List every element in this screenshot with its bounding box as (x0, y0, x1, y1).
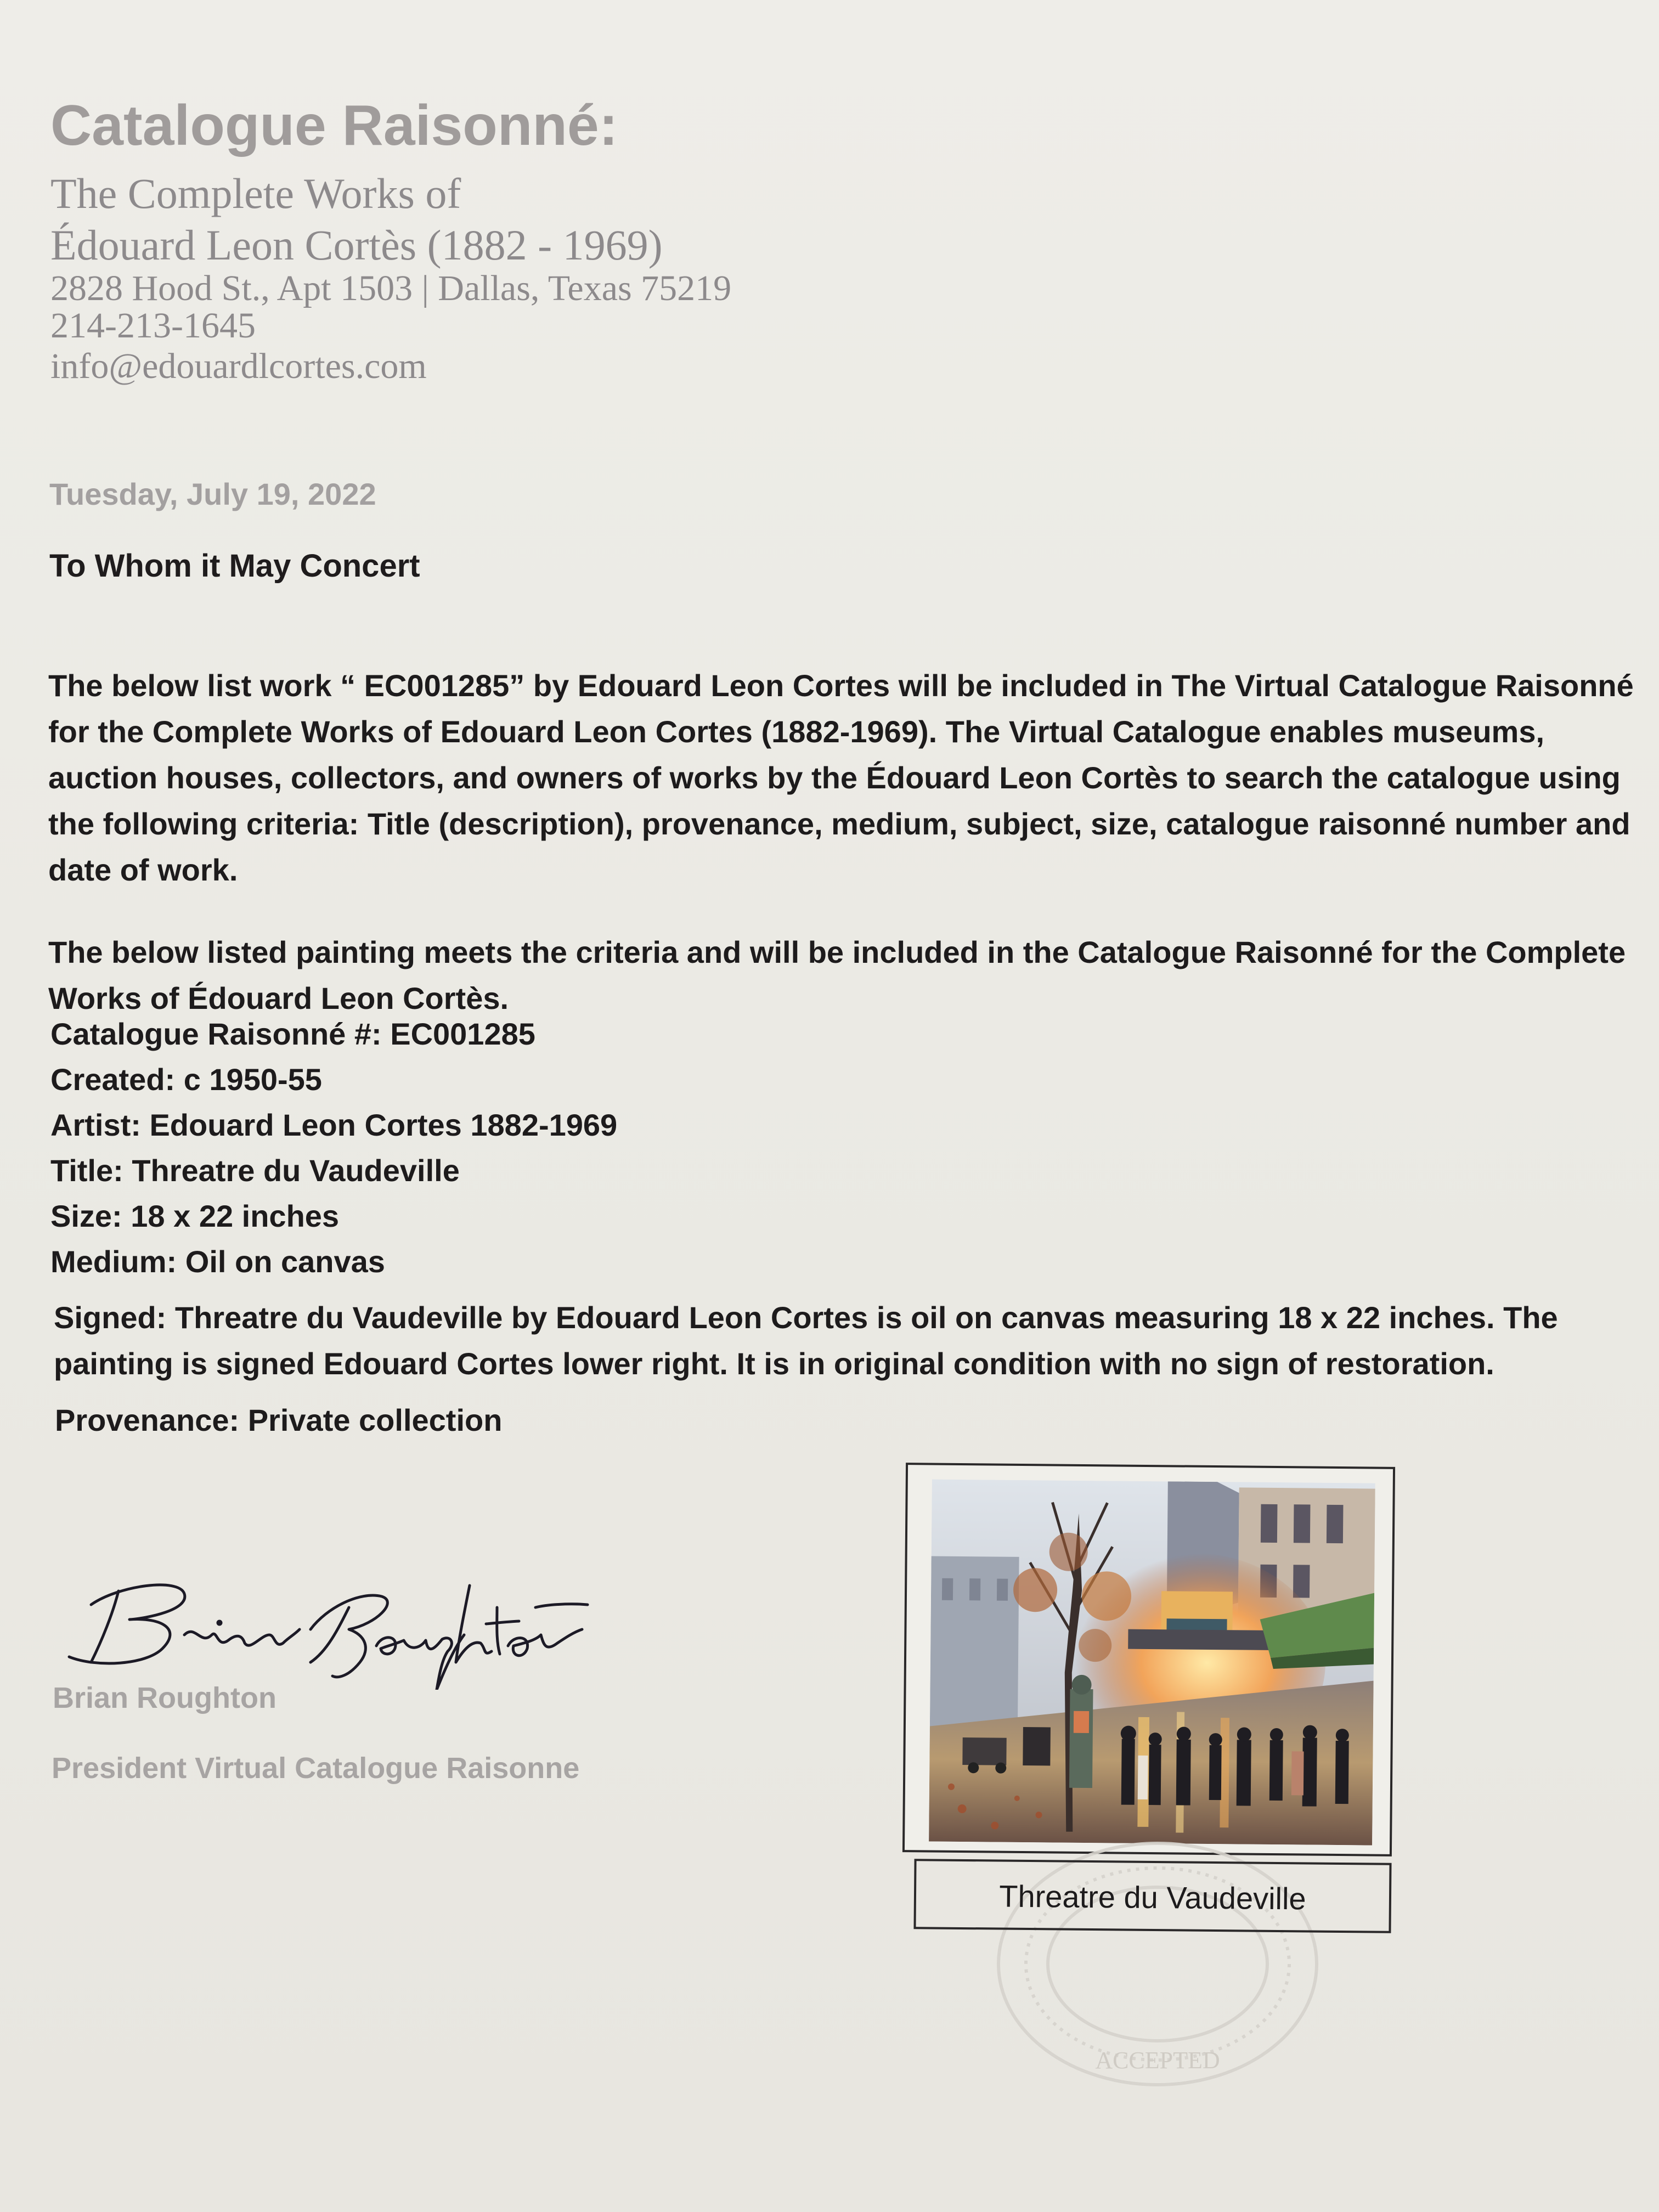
field-signed: Signed: Threatre du Vaudeville by Edouard Leon Cortes is oil on canvas measuring 18 x 22 inches. The painting is signed Edouard Cortes lower right. It is in original condition with no sign of restoration. (54, 1300, 1558, 1381)
body-paragraph-2: The below listed painting meets the criteria and will be included in the Catalogue Raisonné for the Complete Works of Édouard Leon Cortès. (48, 935, 1626, 1015)
field-title: Title: Threatre du Vaudeville (50, 1153, 460, 1188)
field-catalogue-number: Catalogue Raisonné #: EC001285 (50, 1017, 535, 1051)
letterhead-email: info@edouardlcortes.com (50, 346, 427, 386)
field-created: Created: c 1950-55 (50, 1062, 322, 1097)
letterhead-address: 2828 Hood St., Apt 1503 | Dallas, Texas 75219 (50, 268, 732, 308)
field-provenance: Provenance: Private collection (55, 1403, 503, 1437)
letterhead-phone: 214-213-1645 (50, 306, 256, 346)
handwritten-signature (53, 1553, 590, 1690)
letterhead-subtitle-1: The Complete Works of (50, 170, 461, 217)
signatory-role: President Virtual Catalogue Raisonne (52, 1752, 580, 1785)
field-medium: Medium: Oil on canvas (50, 1244, 385, 1279)
artwork-caption: Threatre du Vaudeville (999, 1878, 1306, 1916)
signatory-name: Brian Roughton (53, 1681, 276, 1714)
letterhead-subtitle-2: Édouard Leon Cortès (1882 - 1969) (50, 221, 663, 269)
letterhead-title: Catalogue Raisonné: (50, 94, 618, 157)
seal-text: ACCEPTED (1095, 2047, 1220, 2074)
painting-image (929, 1480, 1375, 1846)
letter-date: Tuesday, July 19, 2022 (49, 477, 376, 511)
field-artist: Artist: Edouard Leon Cortes 1882-1969 (50, 1108, 618, 1142)
artwork-frame (902, 1463, 1395, 1857)
body-paragraph-1: The below list work “ EC001285” by Edouard Leon Cortes will be included in The Virtual Catalogue Raisonné for the Complete Works of Edouard Leon Cortes (1882-1969). The Virtual Catalogue enables museums, auction houses, collectors, and owners of works by the Édouard Leon Cortès to search the catalogue using the following criteria: Title (description), provenance, medium, subject, size, catalogue raisonné number and date of work. (48, 668, 1634, 887)
letter-greeting: To Whom it May Concert (49, 548, 420, 584)
artwork-caption-box (913, 1859, 1391, 1933)
field-size: Size: 18 x 22 inches (50, 1199, 340, 1233)
